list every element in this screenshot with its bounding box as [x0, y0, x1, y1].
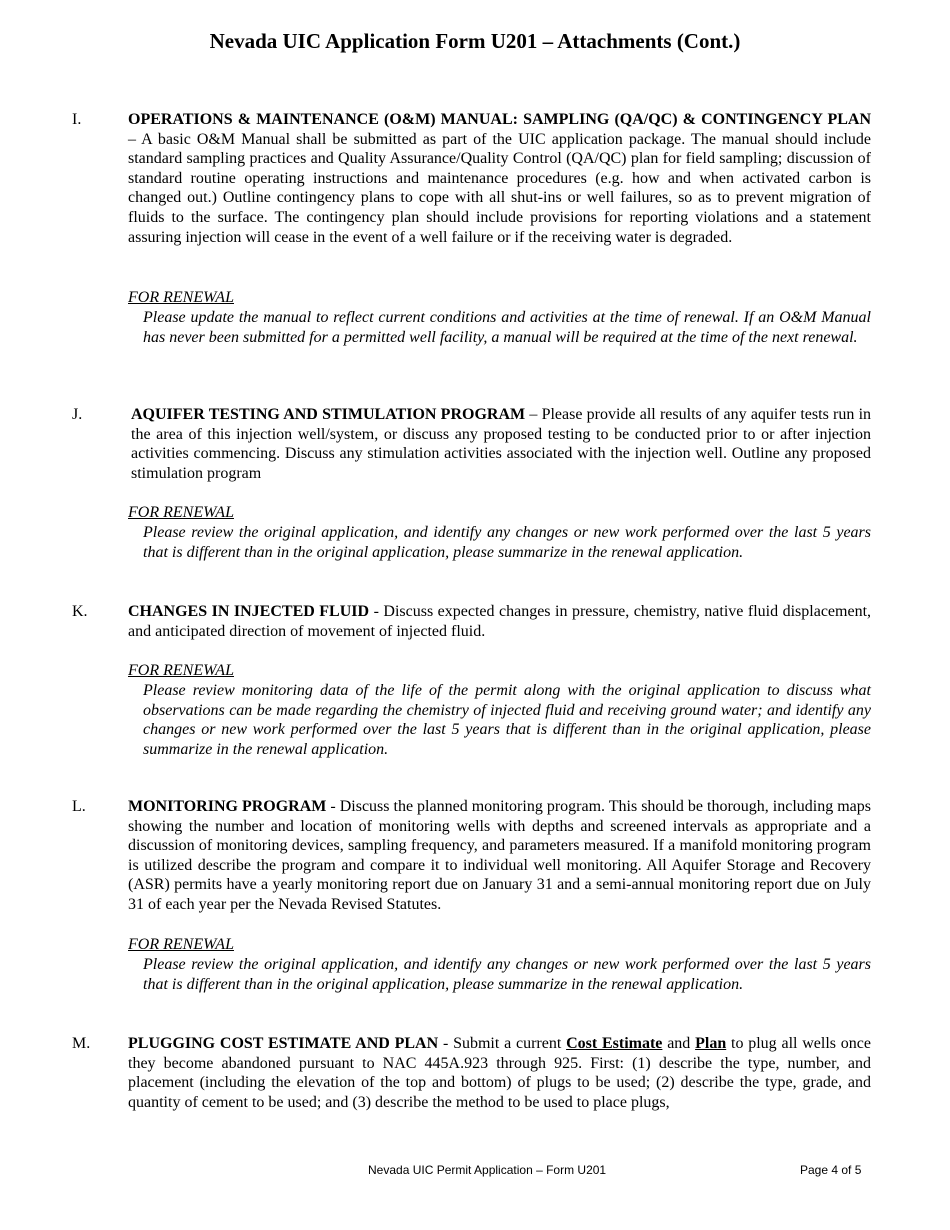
cost-estimate-term: Cost Estimate — [566, 1035, 663, 1052]
section-heading: CHANGES IN INJECTED FLUID — [128, 603, 370, 620]
section-letter: M. — [72, 1035, 91, 1052]
renewal-label: FOR RENEWAL — [128, 662, 234, 679]
section-text: – Please provide all results of any aquifer tests run in the area of this injection well/system, or discuss any proposed testing to be conducted prior to or after injection activities commencing. Discuss any stimulation activities associated with the injection well. Outline any proposed stimulation program — [131, 406, 872, 482]
section-body — [128, 1034, 871, 1112]
renewal-label: FOR RENEWAL — [128, 936, 234, 953]
section-heading: PLUGGING COST ESTIMATE AND PLAN — [128, 1035, 439, 1052]
section-text: - Discuss the planned monitoring program. This should be thorough, including maps showing the number and location of monitoring wells with depths and screened intervals as appropriate and a discussion of monitoring devices, sampling frequency, and parameters measured. If a manifold monitoring program is utilized describe the program and compare it to individual well monitoring. All Aquifer Storage and Recovery (ASR) permits have a yearly monitoring report due on January 31 and a semi-annual monitoring report due on July 31 of each year per the Nevada Revised Statutes. — [128, 798, 871, 913]
section-heading: MONITORING PROGRAM — [128, 798, 327, 815]
section-heading: OPERATIONS & MAINTENANCE (O&M) MANUAL: SAMPLING (QA/QC) & CONTINGENCY PLAN — [128, 111, 871, 128]
section-body — [131, 405, 871, 483]
section-text: and — [662, 1035, 696, 1052]
page-title: Nevada UIC Application Form U201 – Attachments (Cont.) — [209, 29, 741, 53]
section-body — [128, 110, 871, 247]
renewal-text: Please review the original application, and identify any changes or new work performed over the last 5 years that is different than in the original application, please summarize in the renewal application. — [143, 956, 871, 993]
section-body — [128, 602, 871, 641]
section-letter: K. — [72, 603, 88, 620]
renewal-text: Please review the original application, and identify any changes or new work performed over the last 5 years that is different than in the original application, please summarize in the renewal application. — [143, 524, 871, 561]
section-letter: J. — [72, 406, 83, 423]
renewal-text: Please update the manual to reflect current conditions and activities at the time of renewal. If an O&M Manual has never been submitted for a permitted well facility, a manual will be required at the time of the next renewal. — [143, 309, 871, 346]
page-number: Page 4 of 5 — [800, 1163, 862, 1177]
section-text: - Submit a current — [438, 1035, 567, 1052]
section-heading: AQUIFER TESTING AND STIMULATION PROGRAM — [131, 406, 526, 423]
section-text: to plug all wells once they become abandoned pursuant to NAC 445A.923 through 925. First: (1) describe the type, number, and placement (including the elevation of the top and bottom) of plugs to be used; (2) describe the type, grade, and quantity of cement to be used; and (3) describe the method to be used to place plugs, — [128, 1035, 872, 1111]
section-letter: L. — [72, 798, 86, 815]
section-letter: I. — [72, 111, 82, 128]
renewal-label: FOR RENEWAL — [128, 504, 234, 521]
section-body — [128, 797, 871, 915]
renewal-text: Please review monitoring data of the life of the permit along with the original application to discuss what observations can be made regarding the chemistry of injected fluid and receiving ground water; and identify any changes or new work performed over the last 5 years that is different than in the original application, please summarize in the renewal application. — [143, 682, 871, 758]
footer-title: Nevada UIC Permit Application – Form U201 — [368, 1163, 607, 1177]
plan-term: Plan — [695, 1035, 727, 1052]
section-text: – A basic O&M Manual shall be submitted as part of the UIC application package. The manual should include standard sampling practices and Quality Assurance/Quality Control (QA/QC) plan for field sampling; discussion of standard routine operating instructions and maintenance procedures (e.g. how and when activated carbon is changed out.) Outline contingency plans to cope with all shut-ins or well failures, so as to prevent migration of fluids to the surface. The contingency plan should include provisions for reporting violations and a statement assuring injection will cease in the event of a well failure or if the receiving water is degraded. — [128, 130, 871, 246]
renewal-label: FOR RENEWAL — [128, 289, 234, 306]
section-text: - Discuss expected changes in pressure, chemistry, native fluid displacement, and anticipated direction of movement of injected fluid. — [128, 603, 872, 640]
